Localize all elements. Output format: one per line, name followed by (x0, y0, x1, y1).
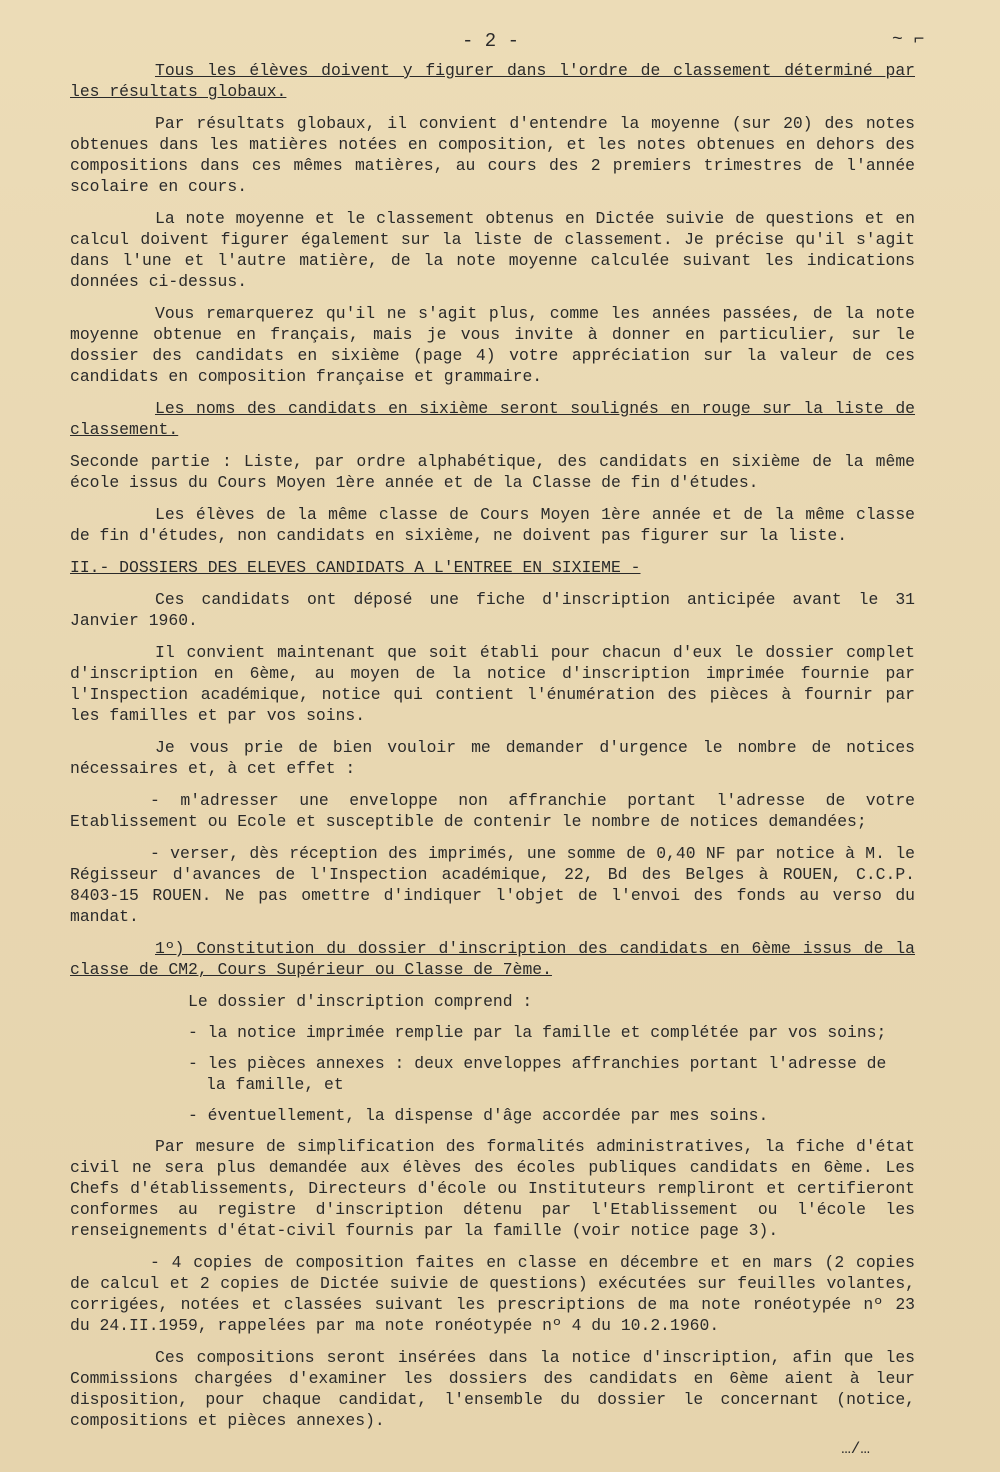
corner-mark: ~ ⌐ (892, 30, 925, 50)
document-body (70, 60, 915, 1442)
paragraph: Par mesure de simplification des formalités administratives, la fiche d'état civil ne sera plus demandée aux élèves des écoles publiques candidats en 6ème. Les Chefs d'établissements, Directeurs d'école ou Instituteurs rempliront et certifieront conformes au registre d'inscription détenu par l'Etablissement ou l'école les renseignements d'état-civil fournis par la famille (voir notice page 3). (70, 1137, 915, 1240)
paragraph: - 4 copies de composition faites en classe en décembre et en mars (2 copies de calcul et 2 copies de Dictée suivie de questions) exécutées sur feuilles volantes, corrigées, notées et classées suivant les prescriptions de ma note ronéotypée nº 23 du 24.II.1959, rappelées par ma note ronéotypée nº 4 du 10.2.1960. (70, 1253, 915, 1335)
section-heading: II.- DOSSIERS DES ELEVES CANDIDATS A L'ENTREE EN SIXIEME - (70, 558, 641, 577)
list-item: - éventuellement, la dispense d'âge accordée par mes soins. (188, 1106, 769, 1125)
paragraph: - m'adresser une enveloppe non affranchie portant l'adresse de votre Etablissement ou Ecole et susceptible de contenir le nombre de notices demandées; (70, 791, 915, 831)
paragraph: Il convient maintenant que soit établi pour chacun d'eux le dossier complet d'inscription en 6ème, au moyen de la notice d'inscription imprimée fournie par l'Inspection académique, notice qui contient l'énumération des pièces à fournir par les familles et par vos soins. (70, 643, 915, 725)
page-number: - 2 - (462, 30, 520, 52)
paragraph: Ces candidats ont déposé une fiche d'inscription anticipée avant le 31 Janvier 1960. (70, 590, 915, 630)
list (70, 991, 915, 1126)
list-item: - la notice imprimée remplie par la famille et complétée par vos soins; (188, 1023, 887, 1042)
paragraph: Par résultats globaux, il convient d'entendre la moyenne (sur 20) des notes obtenues dans les matières notées en composition, et les notes obtenues en dehors des compositions dans ces mêmes matières, au cours des 2 premiers trimestres de l'année scolaire en cours. (70, 114, 915, 196)
paragraph: Seconde partie : Liste, par ordre alphabétique, des candidats en sixième de la même école issus du Cours Moyen 1ère année et de la Classe de fin d'études. (70, 452, 915, 492)
paragraph: - verser, dès réception des imprimés, une somme de 0,40 NF par notice à M. le Régisseur d'avances de l'Inspection académique, 22, Bd des Belges à ROUEN, C.C.P. 8403-15 ROUEN. Ne pas omettre d'indiquer l'objet de l'envoi des fonds au verso du mandat. (70, 844, 915, 926)
paragraph: Les élèves de la même classe de Cours Moyen 1ère année et de la même classe de fin d'études, non candidats en sixième, ne doivent pas figurer sur la liste. (70, 505, 915, 545)
list-item: - les pièces annexes : deux enveloppes affranchies portant l'adresse de la famille, et (188, 1054, 887, 1094)
paragraph: Ces compositions seront insérées dans la notice d'inscription, afin que les Commissions chargées d'examiner les dossiers des candidats en 6ème aient à leur disposition, pour chaque candidat, l'ensemble du dossier le concernant (notice, compositions et pièces annexes). (70, 1348, 915, 1430)
paragraph: Les noms des candidats en sixième seront soulignés en rouge sur la liste de classement. (70, 399, 915, 439)
paragraph: Je vous prie de bien vouloir me demander d'urgence le nombre de notices nécessaires et, à cet effet : (70, 738, 915, 778)
continuation-mark: …/… (841, 1440, 870, 1458)
paragraph: Vous remarquerez qu'il ne s'agit plus, comme les années passées, de la note moyenne obtenue en français, mais je vous invite à donner en particulier, sur le dossier des candidats en sixième (page 4) votre appréciation sur la valeur de ces candidats en composition française et grammaire. (70, 304, 915, 386)
paragraph: Tous les élèves doivent y figurer dans l'ordre de classement déterminé par les résultats globaux. (70, 61, 915, 101)
subsection-heading: 1º) Constitution du dossier d'inscription des candidats en 6ème issus de la classe de CM2, Cours Supérieur ou Classe de 7ème. (70, 939, 915, 979)
list-intro: Le dossier d'inscription comprend : (188, 992, 533, 1011)
paragraph: La note moyenne et le classement obtenus en Dictée suivie de questions et en calcul doivent figurer également sur la liste de classement. Je précise qu'il s'agit dans l'une et l'autre matière, de la note moyenne calculée suivant les indications données ci-dessus. (70, 209, 915, 291)
